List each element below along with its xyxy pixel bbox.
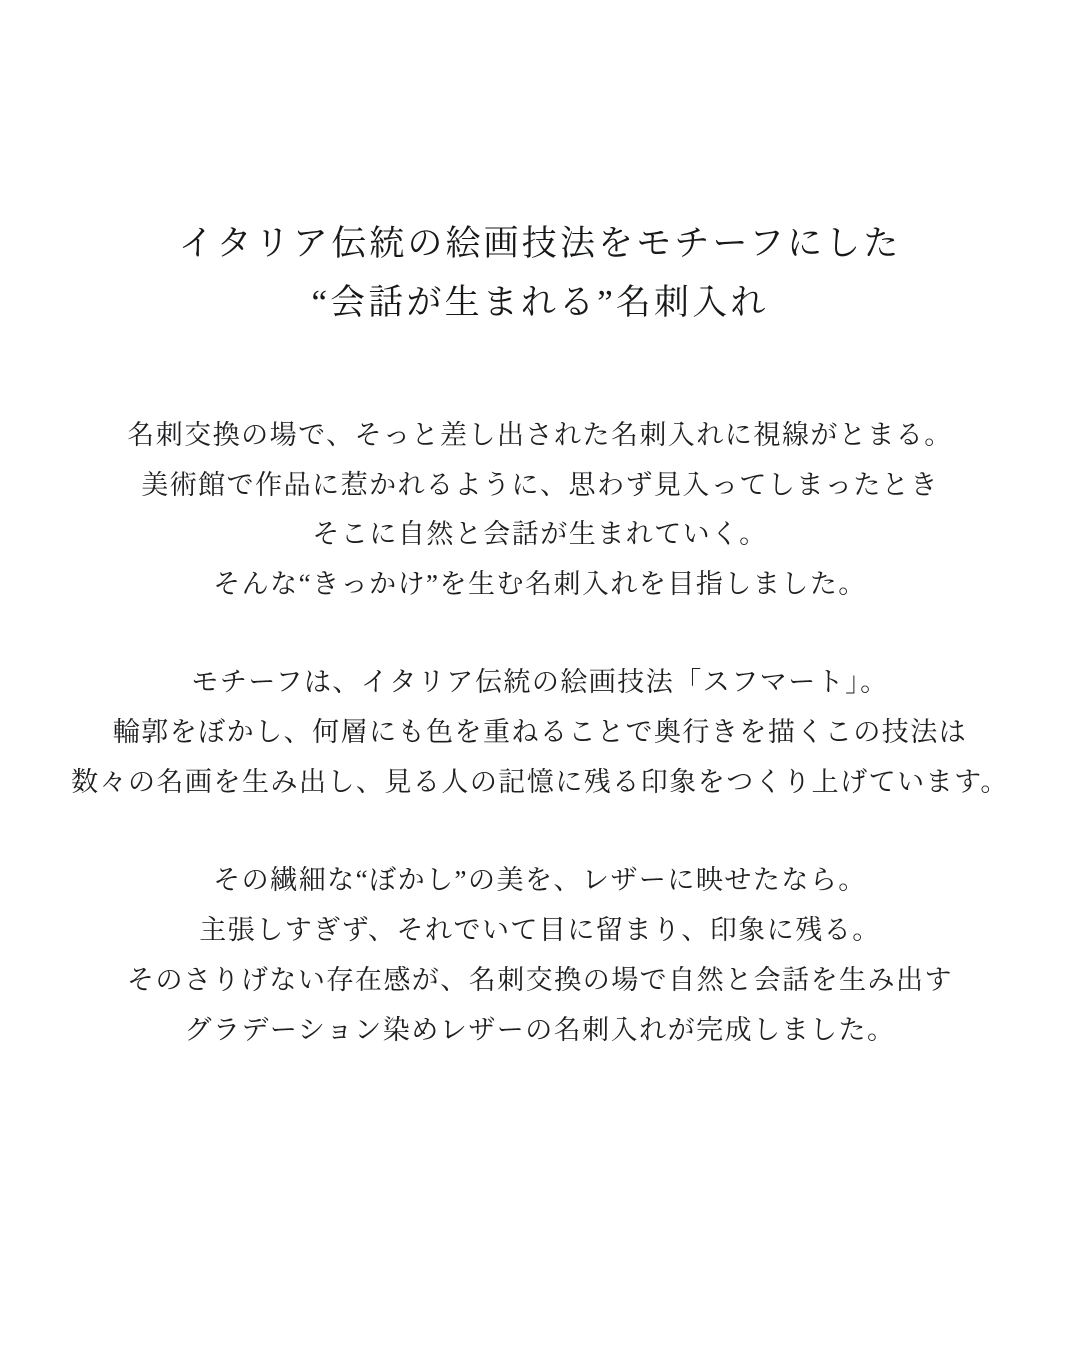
page-title — [178, 215, 901, 333]
paragraph-line: 主張しすぎず、それでいて目に留まり、印象に残る。 — [199, 915, 881, 946]
paragraph-line: その繊細な“ぼかし”の美を、レザーに映せたなら。 — [213, 865, 867, 896]
paragraph — [71, 856, 1009, 1056]
page-title-line: イタリア伝統の絵画技法をモチーフにした — [178, 224, 902, 263]
paragraph-line: 数々の名画を生み出し、見る人の記憶に残る印象をつくり上げています。 — [71, 767, 1009, 798]
paragraph — [71, 658, 1009, 808]
page-title-line: “会話が生まれる”名刺入れ — [311, 282, 769, 322]
paragraph-line: 輪郭をぼかし、何層にも色を重ねることで奥行きを描くこの技法は — [112, 717, 968, 748]
body-text — [71, 411, 1009, 1056]
paragraph — [71, 411, 1009, 611]
paragraph-line: そのさりげない存在感が、名刺交換の場で自然と会話を生み出す — [126, 965, 954, 996]
paragraph-line: 名刺交換の場で、そっと差し出された名刺入れに視線がとまる。 — [127, 419, 953, 450]
paragraph-line: グラデーション染めレザーの名刺入れが完成しました。 — [184, 1014, 896, 1045]
paragraph-line: モチーフは、イタリア伝統の絵画技法「スフマート」。 — [191, 667, 889, 698]
paragraph-line: 美術館で作品に惹かれるように、思わず見入ってしまったとき — [141, 469, 939, 500]
paragraph-line: そんな“きっかけ”を生む名刺入れを目指しました。 — [213, 569, 867, 600]
paragraph-line: そこに自然と会話が生まれていく。 — [312, 519, 768, 550]
